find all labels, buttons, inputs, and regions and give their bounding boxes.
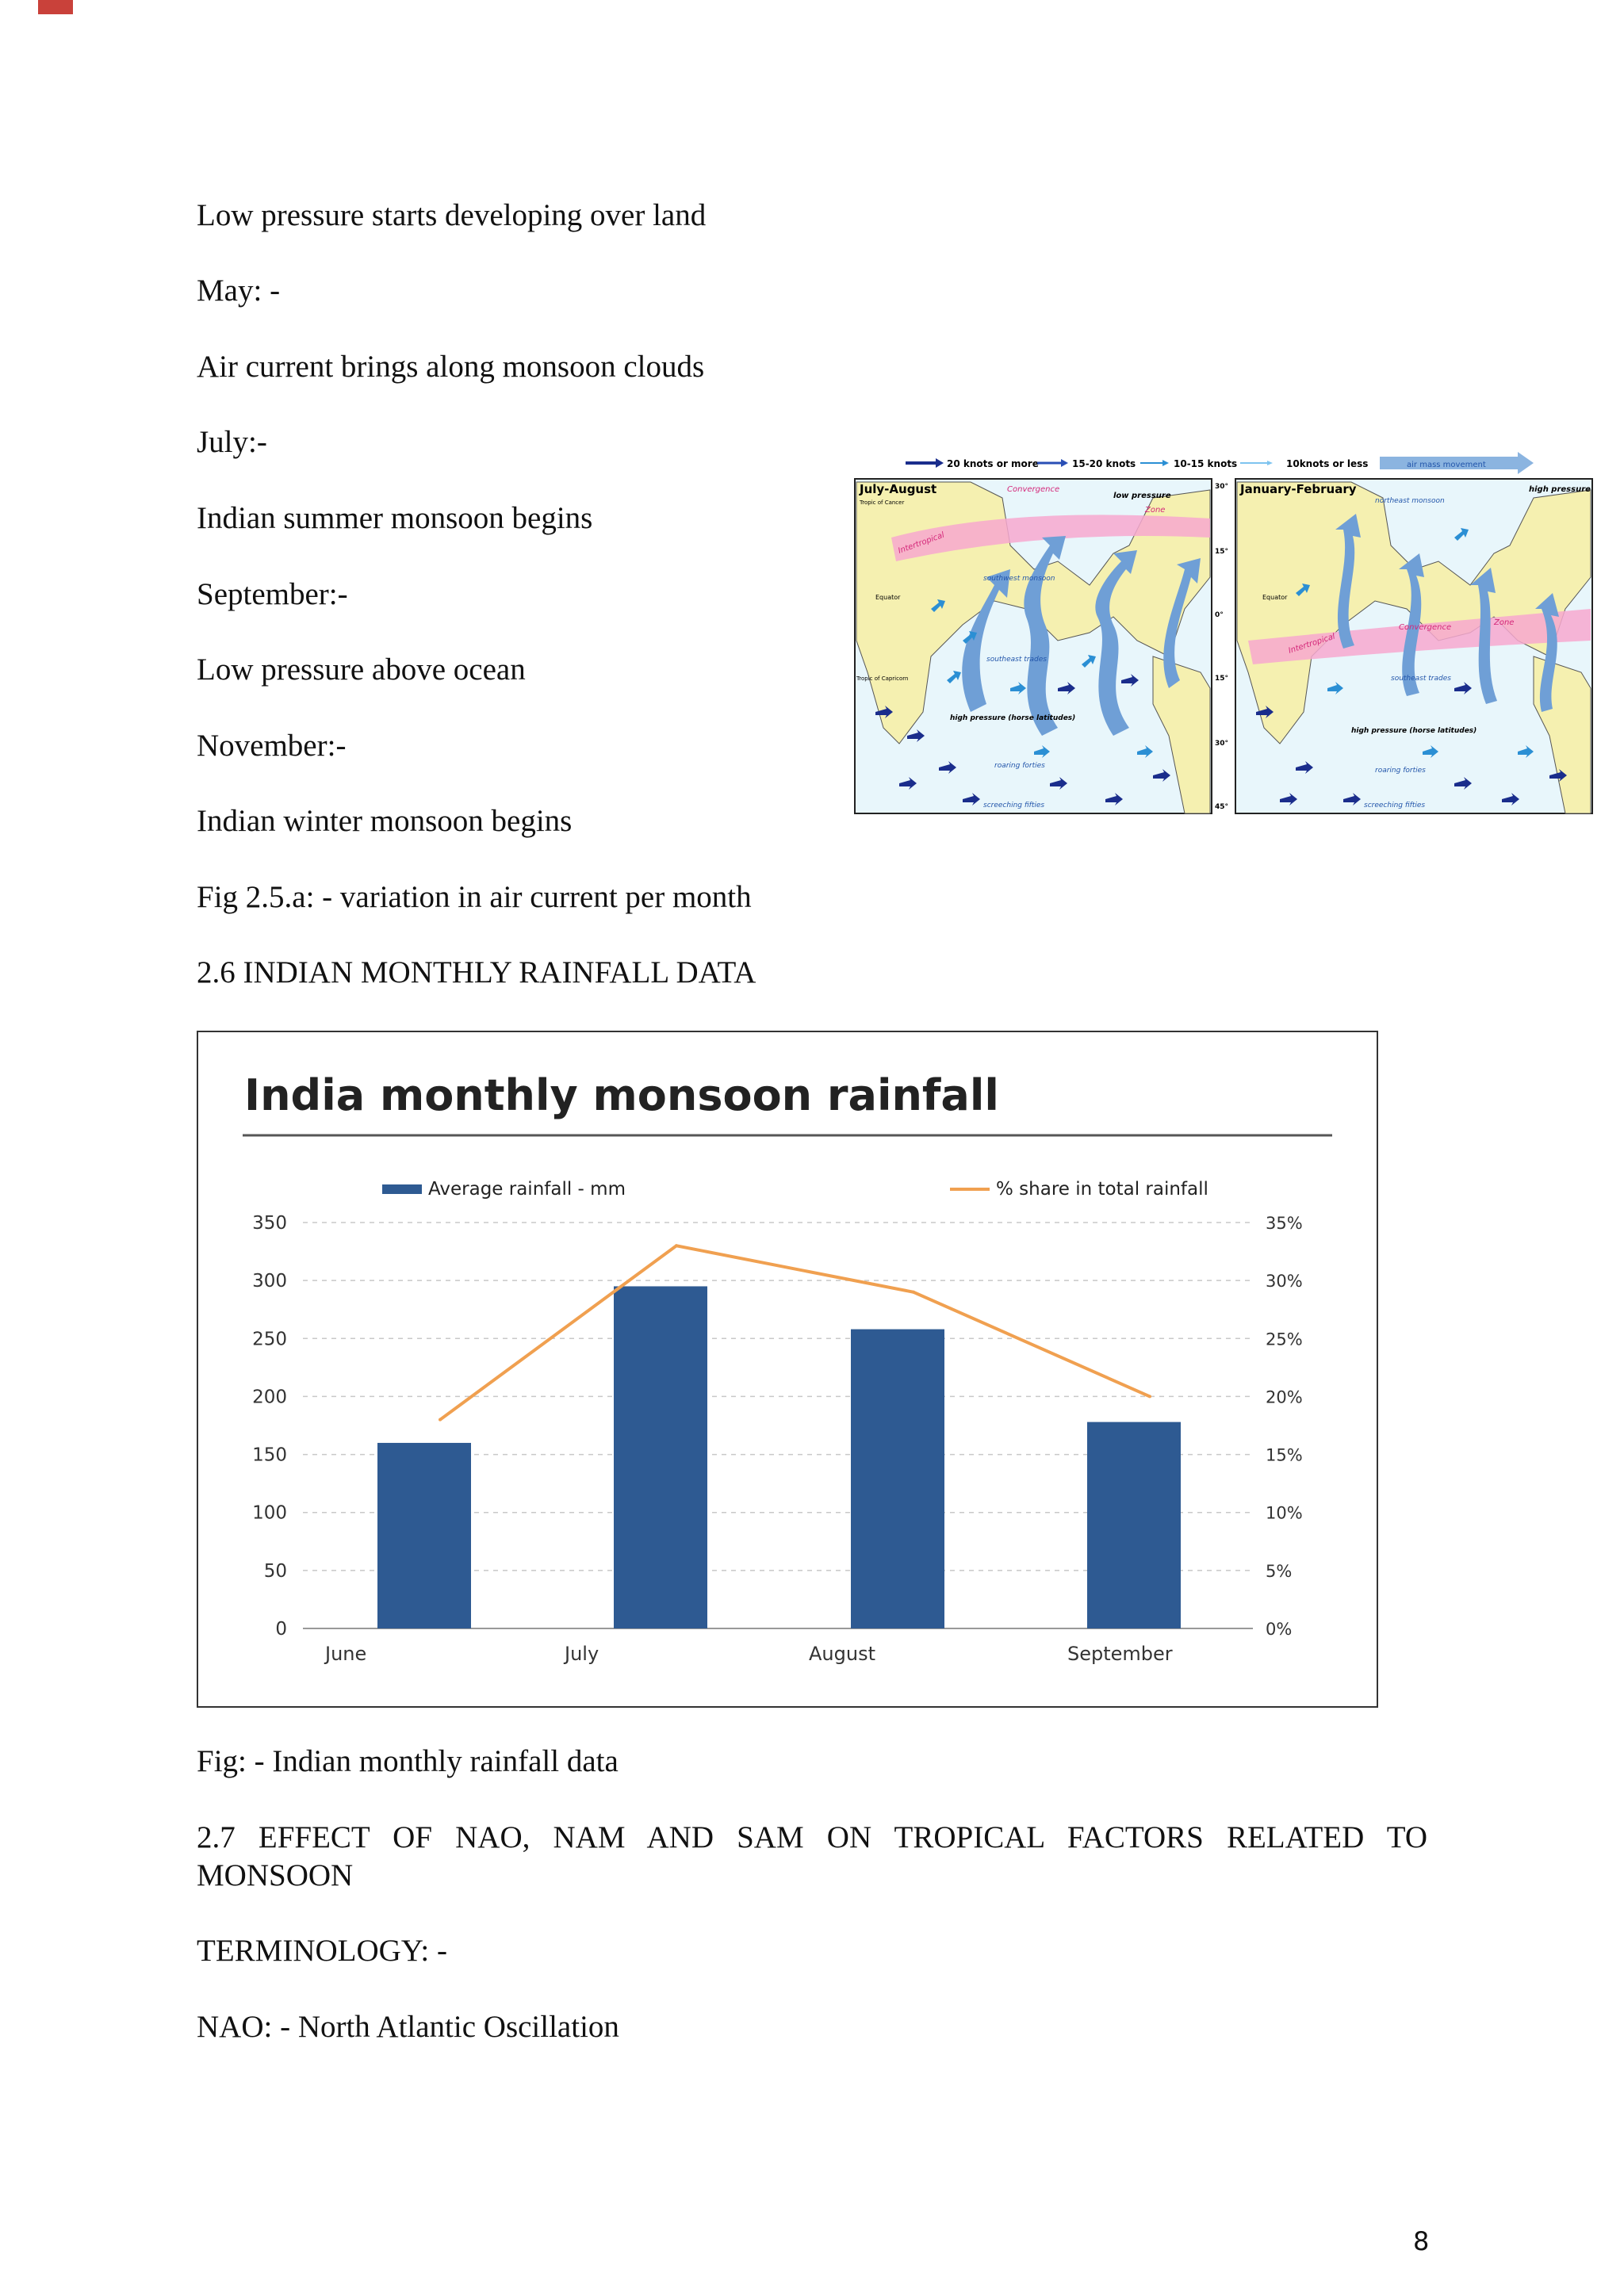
paragraph: Low pressure above ocean: [197, 652, 526, 687]
svg-text:high pressure (horse latitudes: high pressure (horse latitudes): [950, 714, 1076, 722]
svg-text:Convergence: Convergence: [1007, 485, 1060, 494]
page-number: 8: [1413, 2226, 1430, 2256]
paragraph: Low pressure starts developing over land: [197, 198, 707, 232]
paragraph: NAO: - North Atlantic Oscillation: [197, 2010, 619, 2044]
y-right-tick-label: 35%: [1266, 1214, 1303, 1233]
svg-text:45°: 45°: [1215, 803, 1229, 811]
y-right-tick-label: 25%: [1266, 1330, 1303, 1349]
wind-legend: [906, 452, 1534, 474]
paragraph: September:-: [197, 577, 348, 611]
svg-text:high pressure: high pressure: [1529, 485, 1591, 494]
map-january-february: [1235, 479, 1592, 813]
svg-text:northeast monsoon: northeast monsoon: [1375, 497, 1445, 505]
line-point: [675, 1244, 678, 1247]
bar-rainfall: [1087, 1422, 1181, 1628]
chart-title: India monthly monsoon rainfall: [244, 1070, 999, 1120]
svg-text:screeching fifties: screeching fifties: [983, 802, 1045, 809]
svg-text:0°: 0°: [1215, 611, 1224, 619]
paragraph: Indian summer monsoon begins: [197, 501, 593, 535]
y-left-tick-label: 100: [252, 1502, 287, 1524]
bar-rainfall: [614, 1286, 707, 1628]
svg-text:Tropic of Cancer: Tropic of Cancer: [860, 499, 905, 506]
y-left-tick-label: 350: [252, 1213, 287, 1234]
map-title: January-February: [1240, 482, 1357, 496]
legend-label: air mass movement: [1407, 461, 1486, 469]
y-right-tick-label: 20%: [1266, 1387, 1303, 1407]
paragraph: July:-: [197, 425, 267, 459]
legend-label: 15-20 knots: [1072, 458, 1136, 469]
svg-text:Intertropical: Intertropical: [1287, 632, 1337, 656]
map-title: July-August: [860, 482, 937, 496]
section-heading: 2.7 EFFECT OF NAO, NAM AND SAM ON TROPICAL FACTORS RELATED TO MONSOON: [197, 1820, 1427, 1892]
svg-text:Convergence: Convergence: [1399, 623, 1452, 632]
legend-label-rainfall: Average rainfall - mm: [428, 1179, 626, 1200]
line-point: [439, 1418, 442, 1422]
figure-caption: Fig 2.5.a: - variation in air current per month: [197, 880, 752, 914]
svg-text:15°: 15°: [1215, 675, 1229, 683]
y-left-tick-label: 0: [275, 1619, 287, 1640]
svg-text:Zone: Zone: [1494, 618, 1515, 627]
y-left-tick-label: 300: [252, 1271, 287, 1292]
svg-text:30°: 30°: [1215, 740, 1229, 748]
svg-text:screeching fifties: screeching fifties: [1364, 802, 1426, 809]
paragraph: TERMINOLOGY: -: [197, 1934, 447, 1968]
wind-map-figure: [852, 450, 1594, 815]
line-share: [440, 1246, 1150, 1419]
corner-mark: [38, 0, 73, 14]
x-tick-label: August: [809, 1643, 875, 1665]
bar-rainfall: [851, 1330, 944, 1628]
y-right-tick-label: 5%: [1266, 1561, 1293, 1581]
figure-caption: Fig: - Indian monthly rainfall data: [197, 1744, 619, 1778]
svg-text:Tropic of Capricorn: Tropic of Capricorn: [856, 675, 909, 682]
svg-text:Equator: Equator: [875, 594, 901, 601]
y-left-tick-label: 250: [252, 1329, 287, 1350]
line-point: [912, 1291, 915, 1294]
section-heading: 2.6 INDIAN MONTHLY RAINFALL DATA: [197, 955, 756, 989]
x-tick-label: July: [565, 1643, 599, 1665]
y-left-tick-label: 50: [263, 1560, 287, 1582]
svg-text:low pressure: low pressure: [1113, 492, 1171, 500]
y-right-tick-label: 30%: [1266, 1272, 1303, 1292]
legend-label-share: % share in total rainfall: [996, 1179, 1208, 1200]
svg-text:southeast trades: southeast trades: [1391, 675, 1451, 683]
paragraph: November:-: [197, 729, 347, 763]
legend-label: 10knots or less: [1286, 458, 1369, 469]
svg-text:30°: 30°: [1215, 483, 1229, 491]
rainfall-chart: [197, 1031, 1378, 1708]
svg-text:Equator: Equator: [1262, 594, 1288, 601]
map-july-august: [855, 479, 1212, 813]
chart-legend: [382, 1179, 1208, 1200]
paragraph: Indian winter monsoon begins: [197, 804, 573, 838]
svg-text:roaring forties: roaring forties: [994, 762, 1045, 770]
y-left-tick-label: 150: [252, 1445, 287, 1466]
line-point: [1148, 1395, 1151, 1398]
y-right-tick-label: 10%: [1266, 1503, 1303, 1523]
paragraph: Air current brings along monsoon clouds: [197, 350, 705, 384]
bar-rainfall: [377, 1443, 471, 1628]
svg-text:southeast trades: southeast trades: [986, 656, 1047, 664]
svg-text:15°: 15°: [1215, 548, 1229, 556]
legend-swatch-rainfall: [382, 1184, 422, 1194]
svg-text:southwest monsoon: southwest monsoon: [983, 575, 1055, 583]
svg-text:Intertropical: Intertropical: [897, 530, 946, 556]
legend-label: 10-15 knots: [1174, 458, 1238, 469]
legend-label: 20 knots or more: [947, 458, 1039, 469]
svg-text:roaring forties: roaring forties: [1375, 767, 1426, 775]
y-right-tick-label: 15%: [1266, 1445, 1303, 1465]
y-left-tick-label: 200: [252, 1387, 287, 1408]
svg-text:high pressure (horse latitudes: high pressure (horse latitudes): [1351, 727, 1477, 735]
x-tick-label: September: [1067, 1643, 1173, 1665]
svg-text:Zone: Zone: [1145, 506, 1166, 515]
x-tick-label: June: [325, 1643, 367, 1665]
y-right-tick-label: 0%: [1266, 1620, 1293, 1639]
paragraph: May: -: [197, 274, 281, 308]
